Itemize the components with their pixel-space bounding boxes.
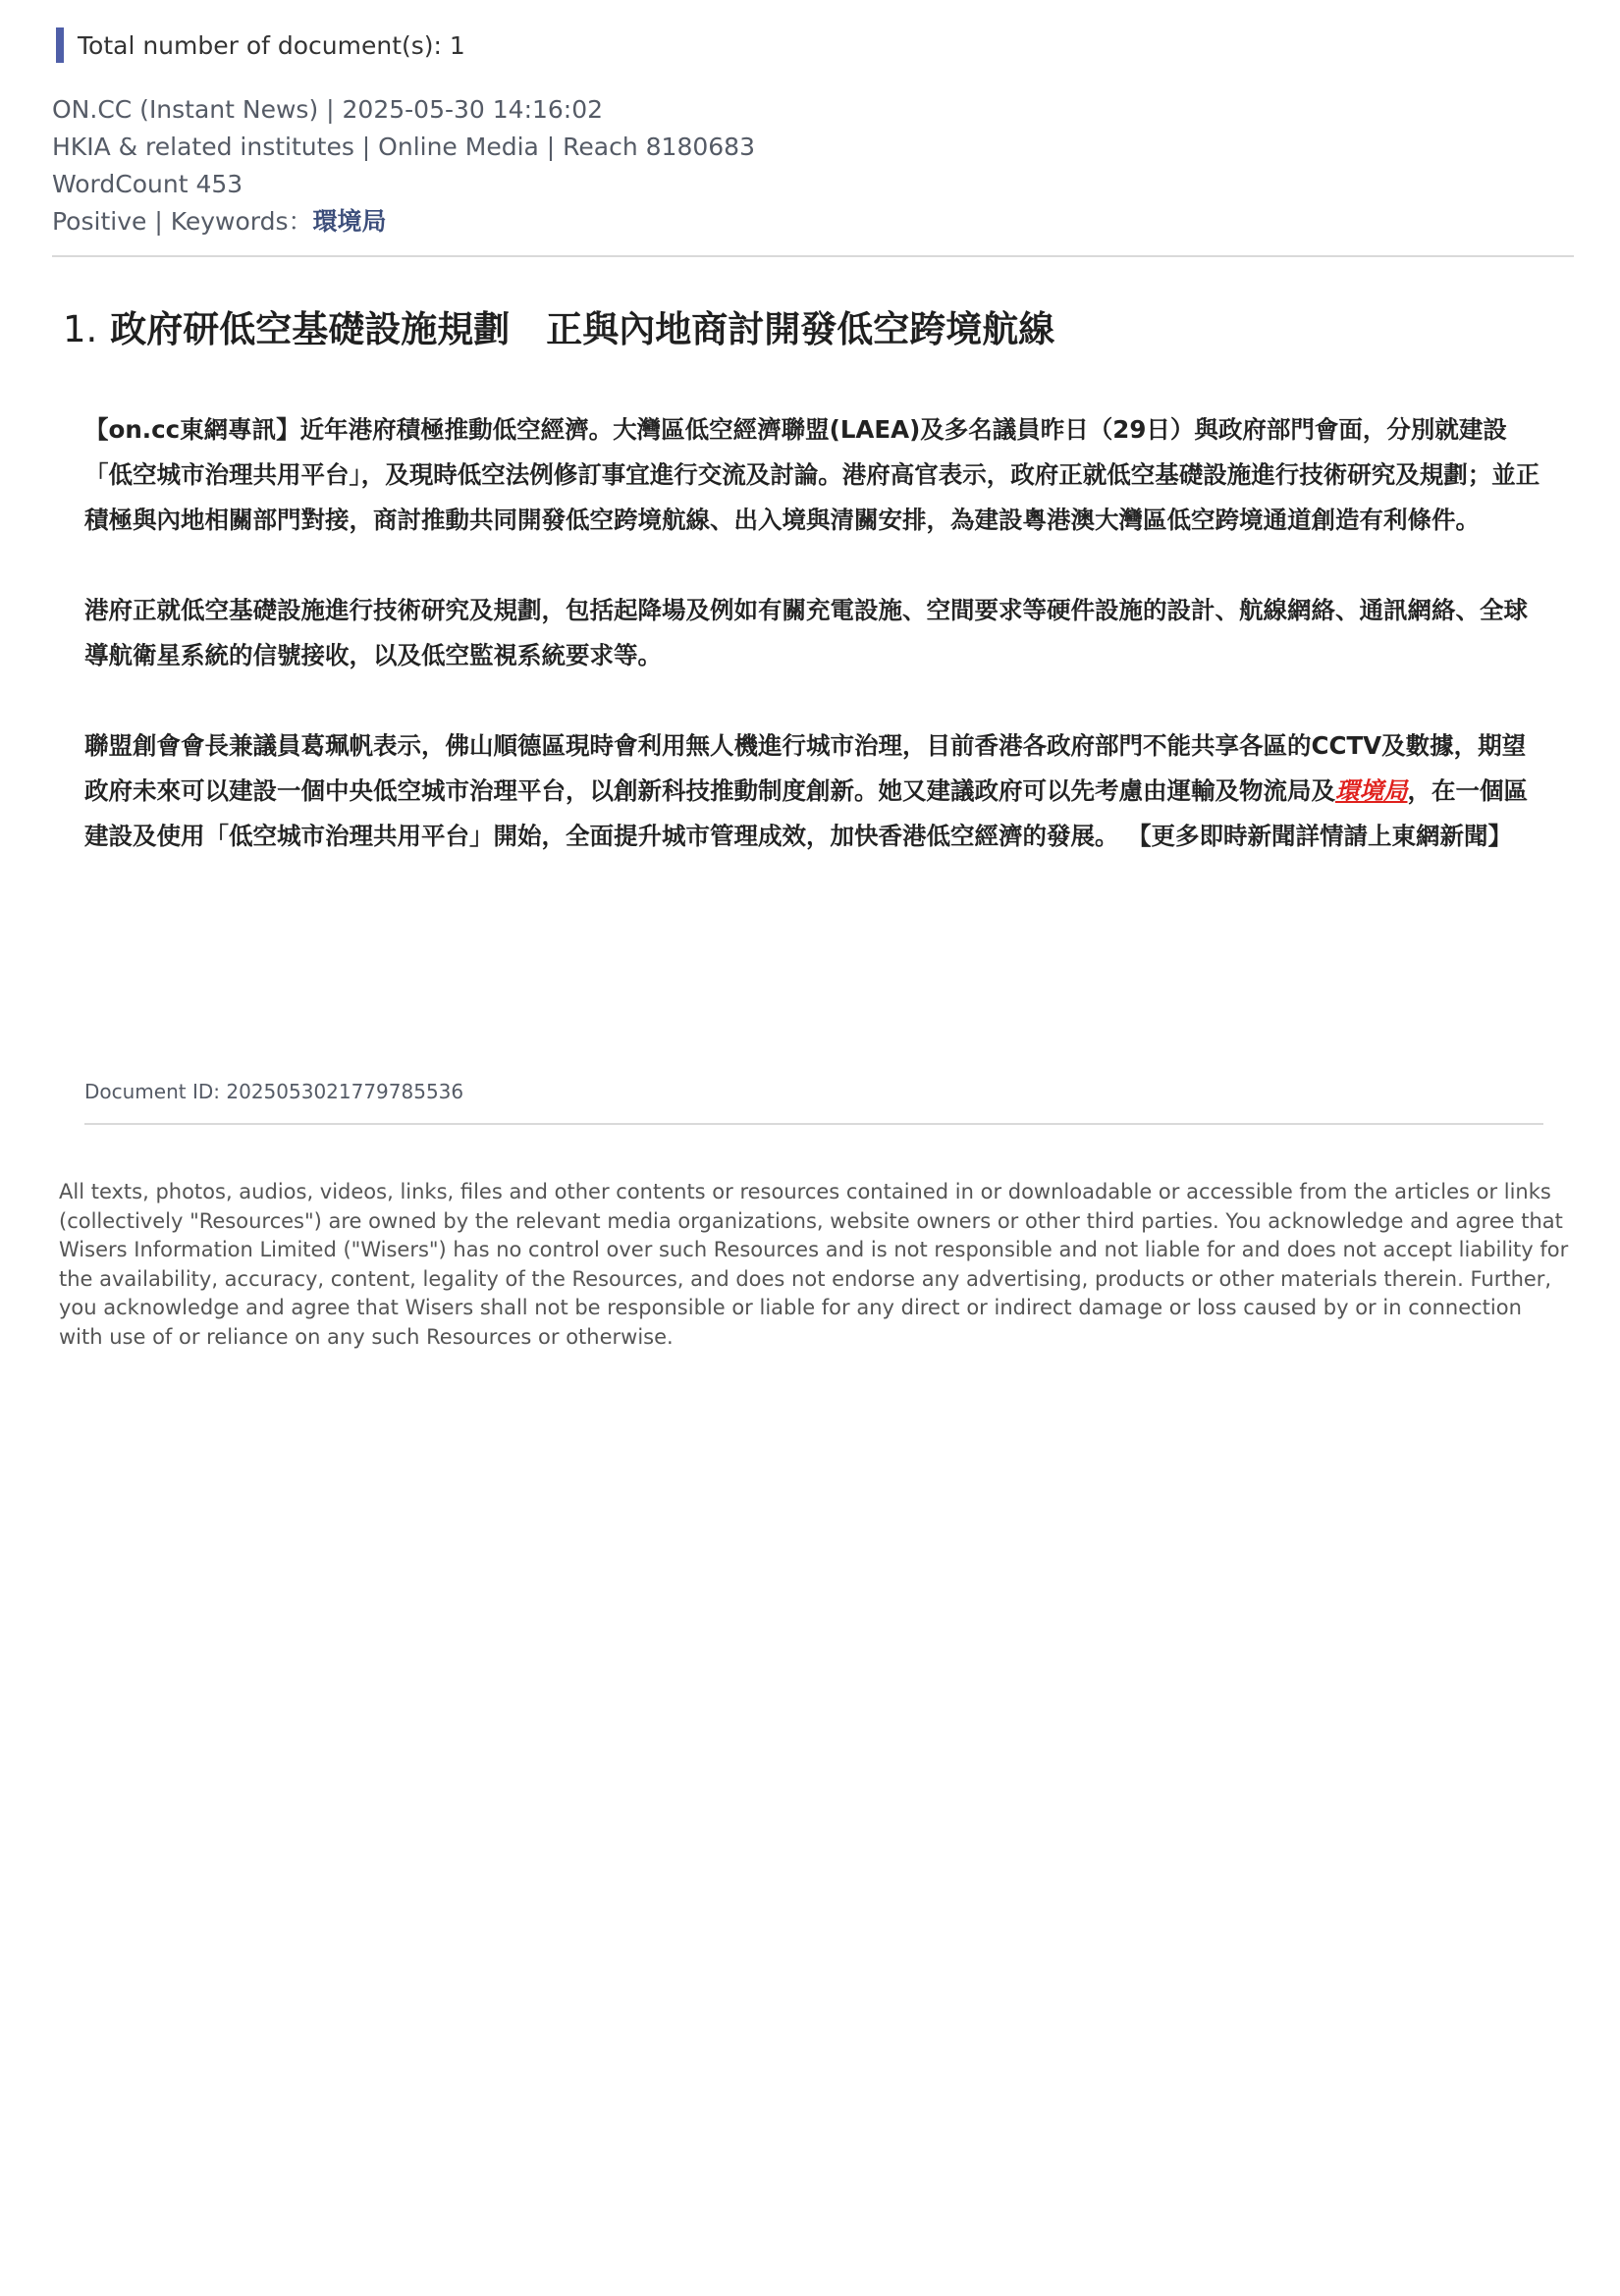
source-line: ON.CC (Instant News) | 2025-05-30 14:16:02 — [52, 95, 604, 124]
total-documents-header — [56, 27, 465, 63]
header-divider — [52, 255, 1574, 257]
article-paragraph-2: 港府正就低空基礎設施進行技術研究及規劃，包括起降場及例如有關充電設施、空間要求等硬件設施的設計、航線網絡、通訊網絡、全球導航衛星系統的信號接收，以及低空監視系統要求等。 — [84, 596, 1528, 669]
accent-bar — [56, 27, 64, 63]
disclaimer-text: All texts, photos, audios, videos, links, files and other contents or resources contained in or downloadable or accessible from the articles or links (collectively "Resources") are owned by the relevant media organizations, website owners or other third parties. You acknowledge and agree that Wisers Information Limited ("Wisers") has no control over such Resources and is not responsible and not liable for and does not accept liability for the availability, accuracy, content, legality of the Resources, and does not endorse any advertising, products or other materials therein. Further, you acknowledge and agree that Wisers shall not be responsible or liable for any direct or indirect damage or loss caused by or in connection with use of or reliance on any such Resources or otherwise. — [59, 1180, 1569, 1349]
total-documents-label: Total number of document(s): 1 — [78, 30, 465, 60]
paragraph-3-part-2: ，在一個區建設及使用「低空城市治理共用平台」開始，全面提升城市管理成效，加快香港低空經濟的發展。 【更多即時新聞詳情請上東網新聞】 — [84, 776, 1528, 850]
article-paragraph-1: 【on.cc東網專訊】近年港府積極推動低空經濟。大灣區低空經濟聯盟(LAEA)及多名議員昨日（29日）與政府部門會面，分別就建設「低空城市治理共用平台」，及現時低空法例修訂事宜進行交流及討論。港府高官表示，政府正就低空基礎設施進行技術研究及規劃；並正積極與內地相關部門對接，商討推動共同開發低空跨境航線、出入境與清關安排，為建設粵港澳大灣區低空跨境通道創造有利條件。 — [84, 415, 1540, 534]
article-divider — [84, 1123, 1543, 1125]
keyword-label: 環境局 — [312, 207, 387, 236]
category-line: HKIA & related institutes | Online Media | Reach 8180683 — [52, 133, 755, 161]
article-number: 1. — [63, 308, 98, 350]
article-title — [63, 299, 1555, 352]
article-paragraph-3 — [84, 723, 1547, 859]
document-id: Document ID: 2025053021779785536 — [84, 1080, 464, 1103]
article-title-text: 政府研低空基礎設施規劃 正與內地商討開發低空跨境航線 — [110, 308, 1055, 350]
sentiment-keywords-line — [52, 203, 755, 240]
wordcount-line: WordCount 453 — [52, 170, 243, 198]
highlighted-keyword: 環境局 — [1335, 776, 1408, 805]
article-body — [84, 407, 1547, 904]
sentiment-label: Positive | Keywords： — [52, 207, 313, 236]
article-metadata — [52, 91, 755, 240]
paragraph-3-part-1: 聯盟創會會長兼議員葛珮帆表示，佛山順德區現時會利用無人機進行城市治理，目前香港各政府部門不能共享各區的CCTV及數據，期望政府未來可以建設一個中央低空城市治理平台，以創新科技推動制度創新。她又建議政府可以先考慮由運輸及物流局及 — [84, 731, 1527, 805]
